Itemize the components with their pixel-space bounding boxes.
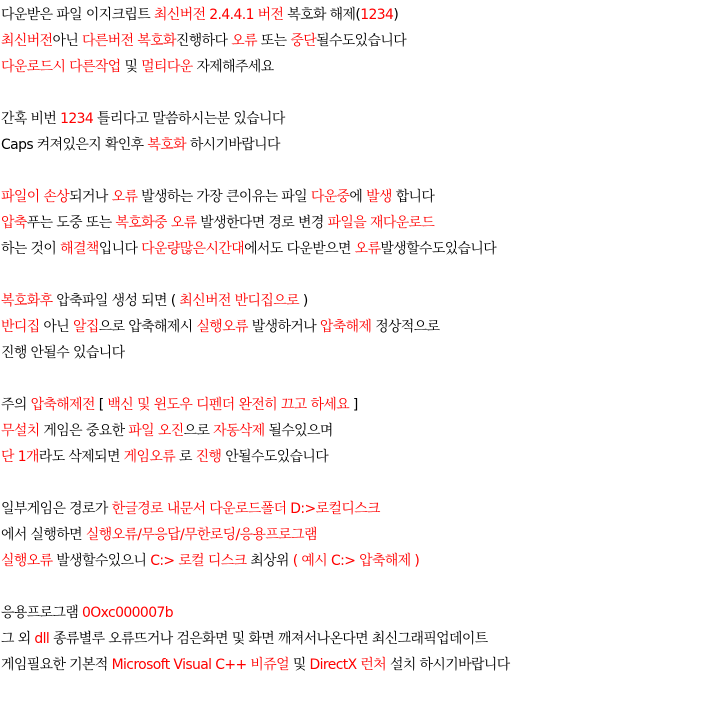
plain-text: 자제해주세요 bbox=[192, 59, 274, 75]
plain-text: 압축파일 생성 되면 ( bbox=[52, 293, 180, 309]
plain-text: 될수도있습니다 bbox=[316, 33, 407, 49]
highlighted-text: dll bbox=[34, 631, 50, 647]
plain-text: 종류별루 오류뜨거나 검은화면 및 화면 깨져서나온다면 최신그래픽업데이트 bbox=[49, 631, 488, 647]
highlighted-text: 알집 bbox=[72, 319, 99, 335]
highlighted-text: 백신 및 윈도우 디펜더 완전히 끄고 하세요 bbox=[107, 397, 350, 413]
highlighted-text: 파일이 손상 bbox=[1, 189, 70, 205]
highlighted-text: 파일 오진 bbox=[128, 423, 184, 439]
plain-text: 아닌 bbox=[52, 33, 83, 49]
plain-text: 로 bbox=[175, 449, 196, 465]
highlighted-text: 다운로드시 다른작업 bbox=[1, 59, 121, 75]
text-line bbox=[1, 106, 712, 132]
plain-text: 푸는 도중 또는 bbox=[26, 215, 116, 231]
text-line bbox=[1, 392, 712, 418]
text-line bbox=[1, 54, 712, 80]
highlighted-text: 진행 bbox=[195, 449, 222, 465]
plain-text: 안될수도있습니다 bbox=[221, 449, 329, 465]
plain-text: ] bbox=[349, 397, 358, 413]
highlighted-text: 오류 bbox=[111, 189, 138, 205]
plain-text: 으로 bbox=[183, 423, 214, 439]
plain-text: 다운받은 파일 이지크립트 bbox=[1, 7, 154, 23]
highlighted-text: Microsoft Visual C++ 비쥬얼 bbox=[111, 657, 289, 673]
highlighted-text: 해결책 bbox=[60, 241, 99, 257]
plain-text: 게임필요한 기본적 bbox=[1, 657, 112, 673]
plain-text: 에서 실행하면 bbox=[1, 527, 86, 543]
plain-text: 되거나 bbox=[69, 189, 112, 205]
highlighted-text: 복호화중 오류 bbox=[115, 215, 197, 231]
text-line bbox=[1, 28, 712, 54]
highlighted-text: 최신버전 반디집으로 bbox=[179, 293, 299, 309]
highlighted-text: 0Oxc000007b bbox=[82, 605, 173, 621]
text-line bbox=[1, 496, 712, 522]
highlighted-text: 한글경로 내문서 다운로드폴더 D:>로컬디스크 bbox=[111, 501, 380, 517]
plain-text: 합니다 bbox=[391, 189, 435, 205]
highlighted-text: 게임오류 bbox=[123, 449, 176, 465]
highlighted-text: 압축 bbox=[1, 215, 27, 231]
highlighted-text: 발생 bbox=[366, 189, 392, 205]
plain-text: 에서도 다운받으면 bbox=[244, 241, 355, 257]
highlighted-text: ( 예시 C:> 압축해제 ) bbox=[292, 553, 420, 569]
highlighted-text: 1234 bbox=[360, 7, 394, 23]
plain-text: 간혹 비번 bbox=[1, 111, 61, 127]
blank-line bbox=[1, 158, 712, 184]
text-line bbox=[1, 2, 712, 28]
text-line bbox=[1, 314, 712, 340]
plain-text: 설치 하시기바랍니다 bbox=[386, 657, 510, 673]
plain-text: 복호화 해제( bbox=[283, 7, 361, 23]
plain-text: 진행하다 bbox=[175, 33, 232, 49]
blank-line bbox=[1, 262, 712, 288]
plain-text: 게임은 중요한 bbox=[39, 423, 129, 439]
plain-text: 또는 bbox=[256, 33, 291, 49]
highlighted-text: 오류 bbox=[354, 241, 381, 257]
plain-text: 틀리다고 말씀하시는분 있습니다 bbox=[93, 111, 285, 127]
plain-text: 최상위 bbox=[246, 553, 293, 569]
plain-text: 응용프로그램 bbox=[1, 605, 83, 621]
highlighted-text: 오류 bbox=[231, 33, 257, 49]
highlighted-text: 최신버전 2.4.4.1 버전 bbox=[154, 7, 284, 23]
highlighted-text: 다운중 bbox=[310, 189, 350, 205]
text-line bbox=[1, 522, 712, 548]
highlighted-text: 실행오류 bbox=[1, 553, 53, 569]
plain-text: 발생하거나 bbox=[247, 319, 320, 335]
plain-text: 발생할수도있습니다 bbox=[380, 241, 497, 257]
text-line bbox=[1, 340, 712, 366]
text-line bbox=[1, 288, 712, 314]
plain-text: 발생하는 가장 큰이유는 파일 bbox=[137, 189, 311, 205]
plain-text: 및 bbox=[288, 657, 310, 673]
plain-text: 하시기바랍니다 bbox=[185, 137, 280, 153]
plain-text: ) bbox=[298, 293, 308, 309]
highlighted-text: 단 1개 bbox=[1, 449, 39, 465]
plain-text: 및 bbox=[120, 59, 142, 75]
plain-text: 아닌 bbox=[39, 319, 73, 335]
highlighted-text: 멀티다운 bbox=[141, 59, 193, 75]
text-line bbox=[1, 600, 712, 626]
highlighted-text: 실행오류/무응답/무한로딩/응용프로그램 bbox=[85, 527, 317, 543]
text-line bbox=[1, 184, 712, 210]
blank-line bbox=[1, 574, 712, 600]
plain-text: 발생한다면 경로 변경 bbox=[196, 215, 328, 231]
plain-text: 진행 안될수 있습니다 bbox=[1, 345, 125, 361]
plain-text: ) bbox=[393, 7, 399, 23]
highlighted-text: 중단 bbox=[290, 33, 317, 49]
plain-text: 될수있으며 bbox=[264, 423, 333, 439]
plain-text: 라도 삭제되면 bbox=[38, 449, 124, 465]
plain-text: 하는 것이 bbox=[1, 241, 61, 257]
plain-text: 주의 bbox=[1, 397, 31, 413]
highlighted-text: 파일을 재다운로드 bbox=[327, 215, 435, 231]
plain-text: 으로 압축해제시 bbox=[98, 319, 197, 335]
highlighted-text: 1234 bbox=[60, 111, 94, 127]
highlighted-text: C:> 로컬 디스크 bbox=[150, 553, 247, 569]
blank-line bbox=[1, 366, 712, 392]
text-line bbox=[1, 210, 712, 236]
highlighted-text: 자동삭제 bbox=[213, 423, 265, 439]
plain-text: 발생할수있으니 bbox=[52, 553, 151, 569]
highlighted-text: 다른버전 복호화 bbox=[82, 33, 176, 49]
highlighted-text: 다운량많은시간대 bbox=[141, 241, 245, 257]
highlighted-text: 압축해제전 bbox=[30, 397, 95, 413]
highlighted-text: 최신버전 bbox=[1, 33, 53, 49]
plain-text: 일부게임은 경로가 bbox=[1, 501, 112, 517]
text-line bbox=[1, 444, 712, 470]
highlighted-text: 압축해제 bbox=[319, 319, 372, 335]
text-line bbox=[1, 548, 712, 574]
text-line bbox=[1, 626, 712, 652]
text-line bbox=[1, 236, 712, 262]
plain-text: 그 외 bbox=[1, 631, 35, 647]
text-line bbox=[1, 652, 712, 678]
plain-text: 입니다 bbox=[98, 241, 142, 257]
highlighted-text: 반디집 bbox=[1, 319, 40, 335]
highlighted-text: 실행오류 bbox=[196, 319, 248, 335]
plain-text: [ bbox=[94, 397, 108, 413]
highlighted-text: 복호화 bbox=[147, 137, 186, 153]
plain-text: 정상적으로 bbox=[371, 319, 440, 335]
text-line bbox=[1, 418, 712, 444]
plain-text: 에 bbox=[349, 189, 367, 205]
blank-line bbox=[1, 470, 712, 496]
highlighted-text: 복호화후 bbox=[1, 293, 53, 309]
highlighted-text: 무설치 bbox=[1, 423, 40, 439]
text-line bbox=[1, 132, 712, 158]
highlighted-text: DirectX 런처 bbox=[309, 657, 387, 673]
plain-text: Caps 켜져있은지 확인후 bbox=[1, 137, 148, 153]
blank-line bbox=[1, 80, 712, 106]
